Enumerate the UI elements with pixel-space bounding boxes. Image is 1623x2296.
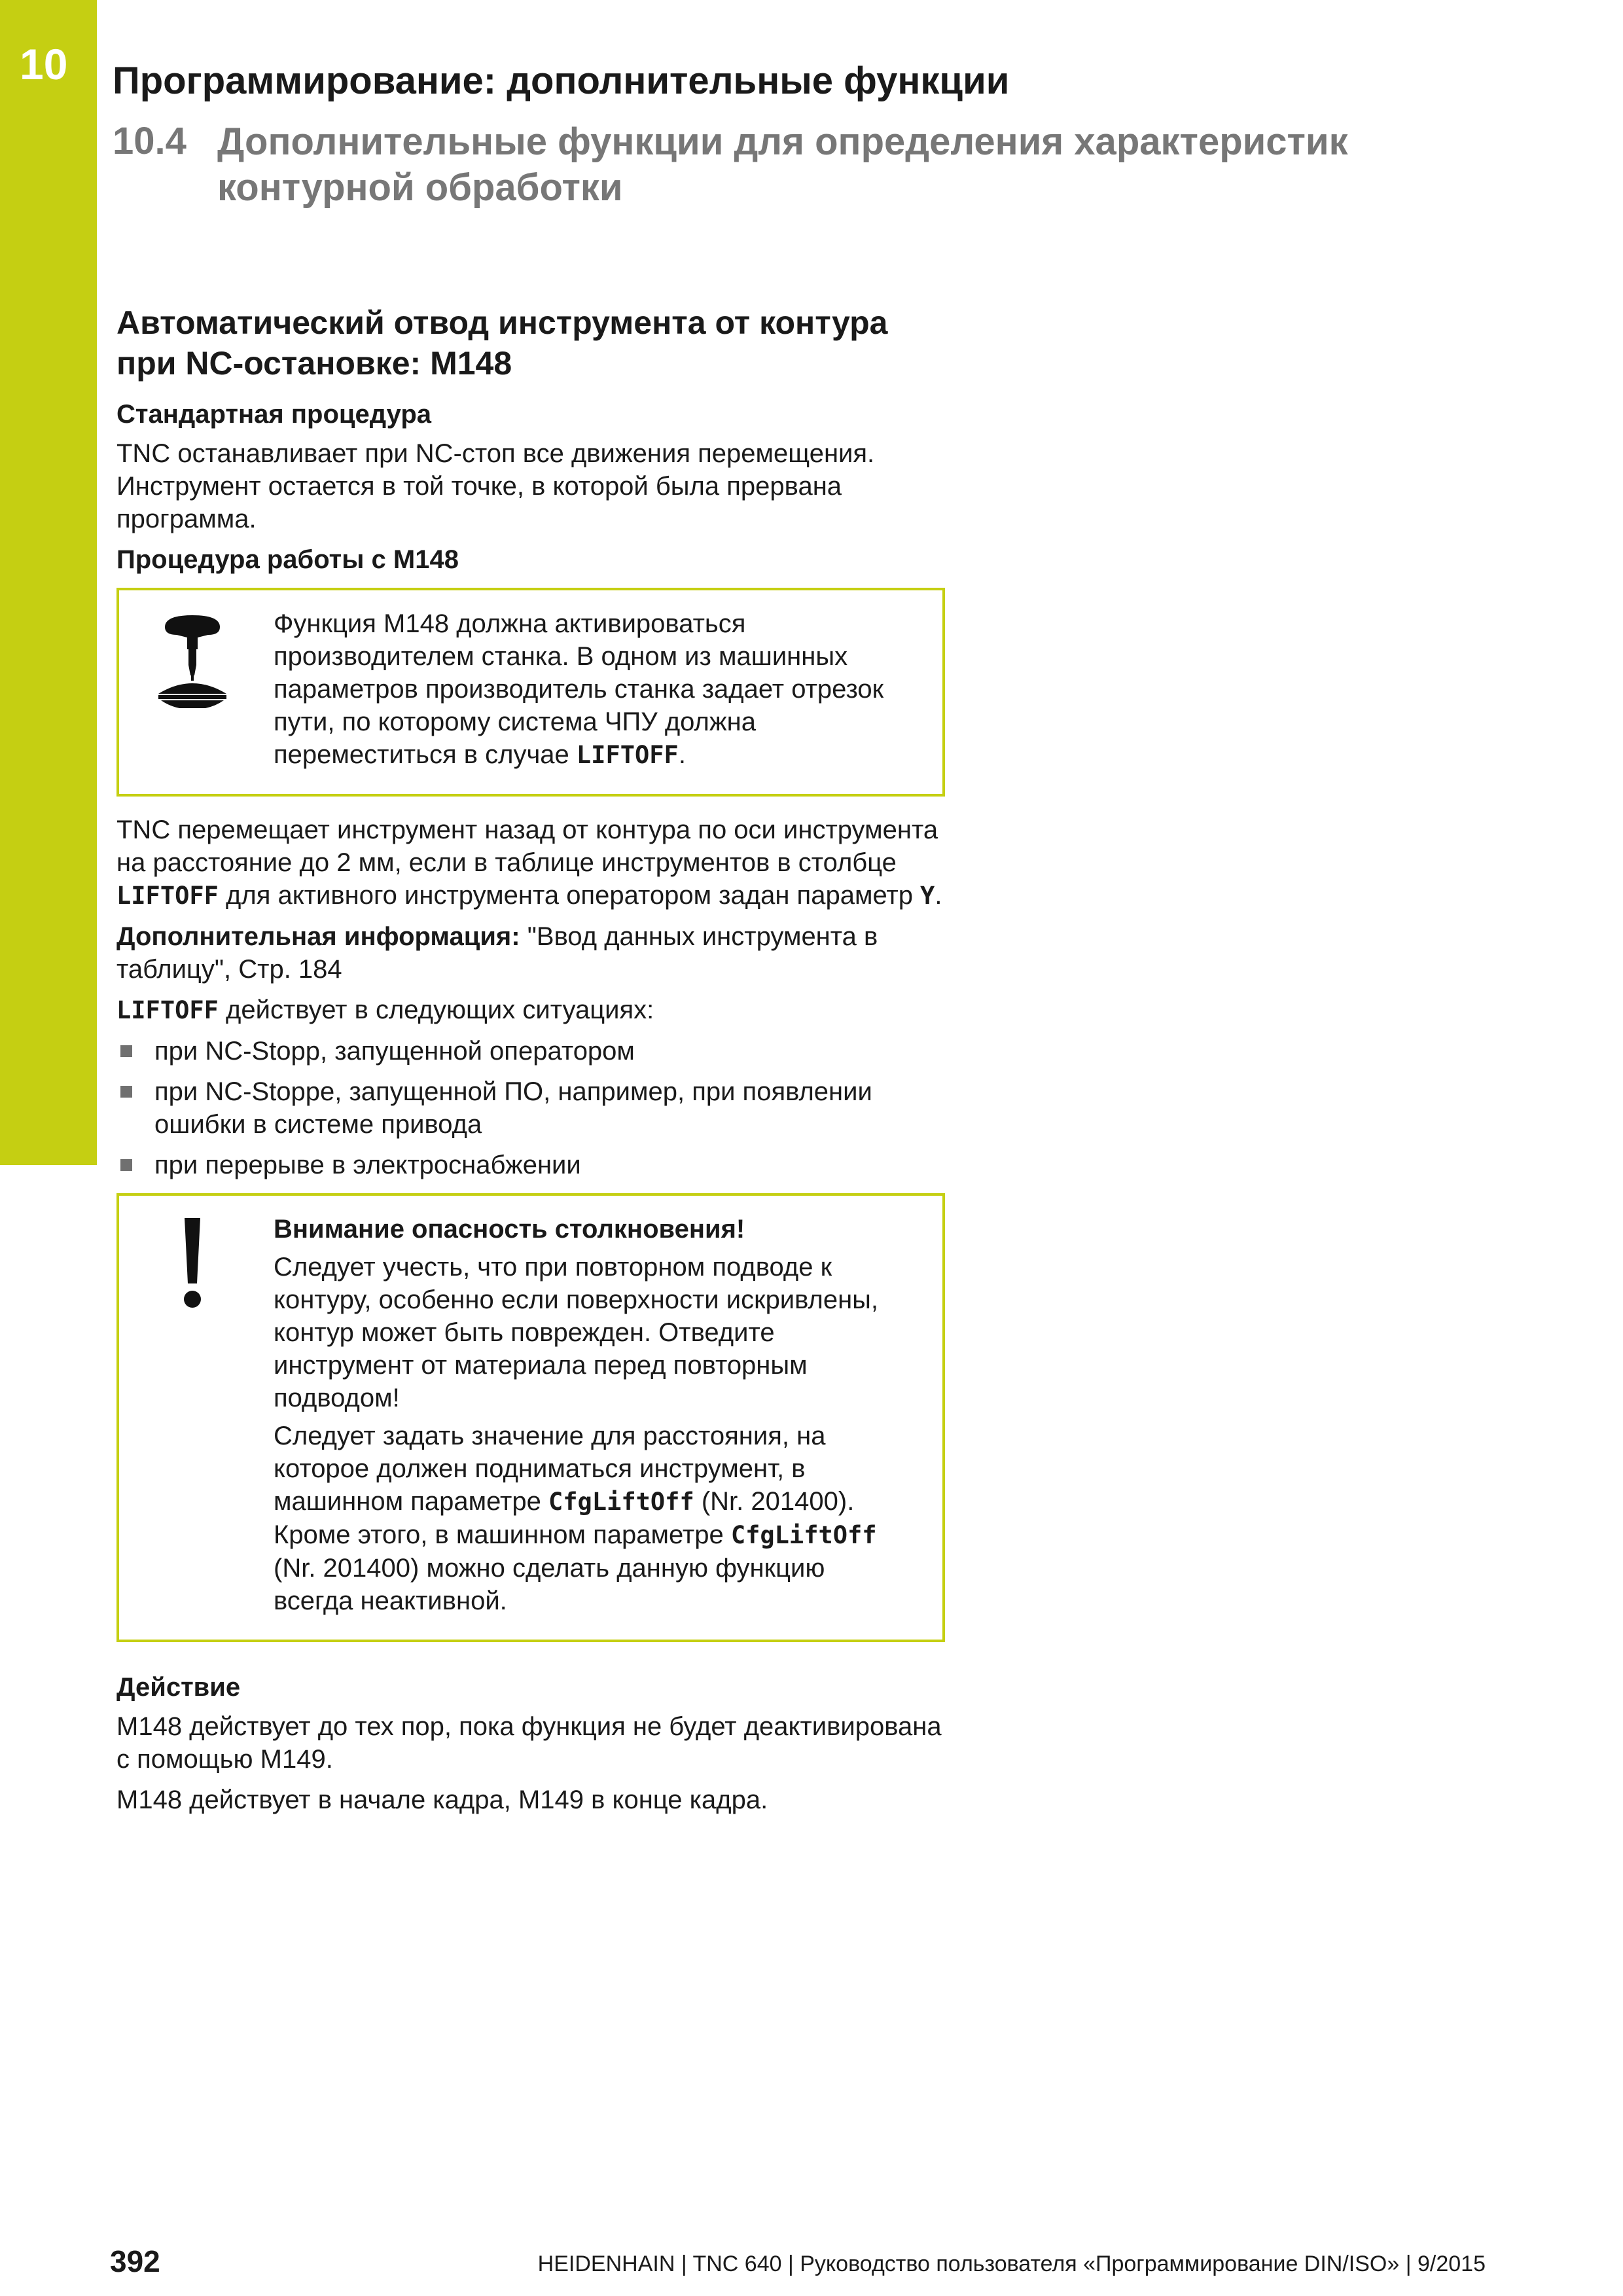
page-number: 392 [110, 2244, 160, 2278]
action-text-2: M148 действует в начале кадра, M149 в конце кадра. [116, 1785, 768, 1814]
situations-list [116, 1035, 948, 1181]
more-info [116, 920, 948, 986]
action-text-1: M148 действует до тех пор, пока функция не будет деактивирована с помощью M149. [116, 1712, 942, 1774]
section-number: 10.4 [113, 120, 187, 162]
warning-title: Внимание опасность столкновения! [274, 1215, 745, 1244]
action-heading: Действие [116, 1673, 241, 1702]
machine-tool-icon [156, 610, 229, 708]
cfgliftoff-code: CfgLiftOff [548, 1488, 694, 1516]
liftoff-situations-intro: LIFTOFF действует в следующих ситуациях: [116, 996, 654, 1024]
machine-note-box [116, 588, 945, 797]
footer-text: HEIDENHAIN | TNC 640 | Руководство пользователя «Программирование DIN/ISO» | 9/2015 [537, 2251, 1486, 2276]
chapter-title: Программирование: дополнительные функции [113, 60, 1010, 102]
exclamation-icon [156, 1215, 229, 1314]
main-content [116, 302, 948, 1824]
param-y: Y [920, 882, 935, 910]
machine-note-text: Функция M148 должна активироваться производителем станка. В одном из машинных параметров производитель станка задает отрезок пути, по которому система ЧПУ должна переместиться в случае LIFTOFF. [274, 609, 884, 769]
section-title: Дополнительные функции для определения характеристик контурной обработки [217, 120, 1348, 209]
liftoff-code: LIFTOFF [116, 996, 219, 1024]
retract-paragraph: TNC перемещает инструмент назад от контура по оси инструмента на расстояние до 2 мм, если в таблице инструментов в столбце LIFTOFF для активного инструмента оператором задан параметр Y. [116, 816, 942, 910]
more-info-link: "Ввод данных инструмента в таблицу", Стр. 184 [116, 922, 878, 984]
liftoff-code: LIFTOFF [116, 882, 219, 910]
warning-box [116, 1193, 945, 1642]
warning-text-1: Следует учесть, что при повторном подводе к контуру, особенно если поверхности искривлены, контур может быть поврежден. Отведите инструмент от материала перед повторным подводом! [274, 1253, 879, 1412]
cfgliftoff-code: CfgLiftOff [730, 1521, 877, 1549]
warning-text-2: Следует задать значение для расстояния, на которое должен подниматься инструмент, в машинном параметре CfgLiftOff (Nr. 201400). Кроме этого, в машинном параметре CfgLiftOff (Nr. 201400) можно сделать данную функцию всегда неактивной. [274, 1422, 877, 1615]
list-item: при NC-Stopp, запущенной оператором [116, 1035, 948, 1067]
list-item: при NC-Stoppe, запущенной ПО, например, при появлении ошибки в системе привода [116, 1075, 948, 1141]
standard-procedure-heading: Стандартная процедура [116, 400, 432, 429]
standard-procedure-text: TNC останавливает при NC-стоп все движения перемещения. Инструмент остается в той точке, в которой была прервана программа. [116, 439, 875, 533]
liftoff-code: LIFTOFF [576, 741, 679, 769]
chapter-number: 10 [20, 40, 68, 88]
chapter-band [0, 0, 97, 1165]
list-item: при перерыве в электроснабжении [116, 1149, 948, 1181]
more-info-label: Дополнительная информация: [116, 922, 520, 951]
m148-procedure-heading: Процедура работы с M148 [116, 545, 459, 574]
topic-heading: Автоматический отвод инструмента от контура при NC-остановке: M148 [116, 304, 888, 382]
